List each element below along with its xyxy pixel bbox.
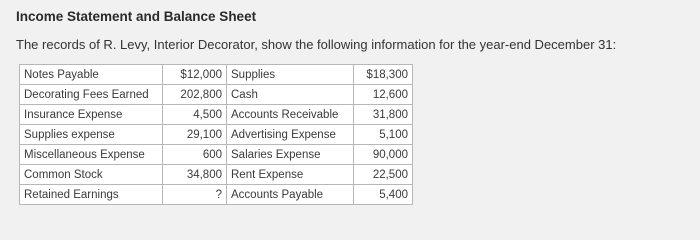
account-amount-cell: 4,500 — [163, 105, 227, 125]
account-name-cell: Accounts Payable — [227, 185, 354, 205]
account-amount-cell: 22,500 — [354, 165, 413, 185]
account-name-cell: Supplies — [227, 65, 354, 85]
account-amount-cell: 34,800 — [163, 165, 227, 185]
table-row — [20, 185, 413, 205]
account-name-cell: Advertising Expense — [227, 125, 354, 145]
account-amount-cell: 31,800 — [354, 105, 413, 125]
account-name-cell: Supplies expense — [20, 125, 163, 145]
account-amount-cell: 90,000 — [354, 145, 413, 165]
section-title: Income Statement and Balance Sheet — [16, 9, 257, 24]
account-name-cell: Notes Payable — [20, 65, 163, 85]
account-amount-cell: 5,400 — [354, 185, 413, 205]
table-row — [20, 105, 413, 125]
account-amount-cell: 5,100 — [354, 125, 413, 145]
account-name-cell: Salaries Expense — [227, 145, 354, 165]
account-name-cell: Rent Expense — [227, 165, 354, 185]
account-balances-table — [19, 64, 413, 205]
table-row — [20, 125, 413, 145]
table-row — [20, 145, 413, 165]
table-row — [20, 65, 413, 85]
account-name-cell: Decorating Fees Earned — [20, 85, 163, 105]
problem-statement: The records of R. Levy, Interior Decorator, show the following information for the year-end December 31: — [16, 37, 617, 52]
account-name-cell: Common Stock — [20, 165, 163, 185]
account-amount-cell: ? — [163, 185, 227, 205]
account-name-cell: Retained Earnings — [20, 185, 163, 205]
account-name-cell: Insurance Expense — [20, 105, 163, 125]
account-amount-cell: 202,800 — [163, 85, 227, 105]
account-amount-cell: $18,300 — [354, 65, 413, 85]
table-row — [20, 85, 413, 105]
account-amount-cell: $12,000 — [163, 65, 227, 85]
account-amount-cell: 12,600 — [354, 85, 413, 105]
account-name-cell: Cash — [227, 85, 354, 105]
account-name-cell: Miscellaneous Expense — [20, 145, 163, 165]
account-amount-cell: 29,100 — [163, 125, 227, 145]
account-balances-body — [20, 65, 413, 205]
account-name-cell: Accounts Receivable — [227, 105, 354, 125]
table-row — [20, 165, 413, 185]
account-amount-cell: 600 — [163, 145, 227, 165]
